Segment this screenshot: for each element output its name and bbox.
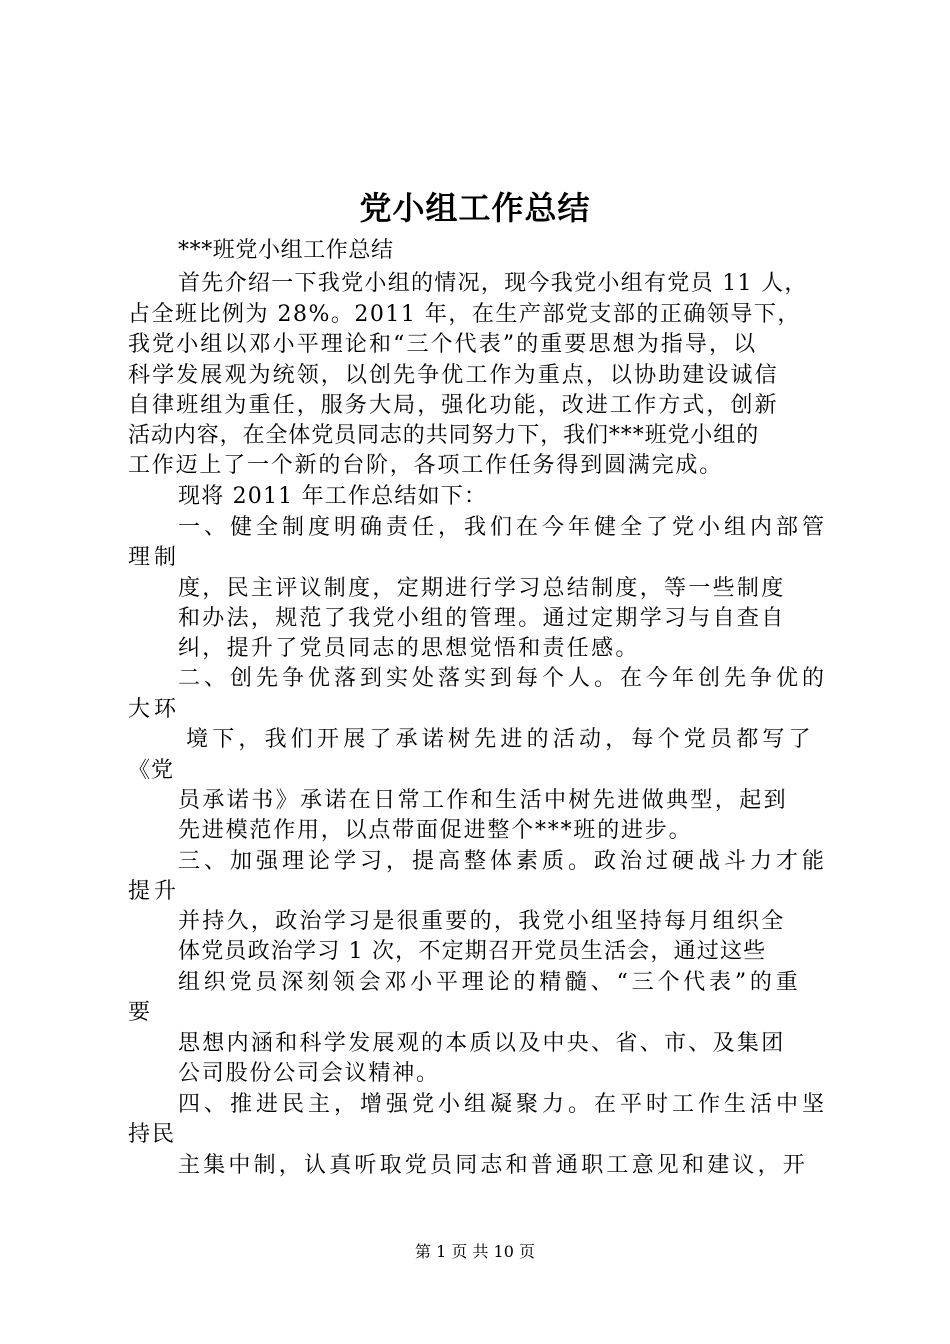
text-line: 三、加强理论学习，提高整体素质。政治过硬战斗力才能 — [178, 849, 829, 874]
text-line: 体党员政治学习 1 次，不定期召开党员生活会，通过这些 — [178, 939, 767, 964]
text-line: 《党 — [128, 758, 175, 783]
text-line: 理制 — [128, 545, 181, 570]
text-line: 要 — [128, 1000, 151, 1025]
text-line: 大环 — [128, 697, 181, 722]
text-line: 和办法，规范了我党小组的管理。通过定期学习与自查自 — [178, 606, 786, 631]
text-line: 组织党员深刻领会邓小平理论的精髓、“三个代表”的重 — [178, 970, 802, 995]
text-line: 思想内涵和科学发展观的本质以及中央、省、市、及集团 — [178, 1031, 786, 1056]
page-footer: 第 1 页 共 10 页 — [415, 1242, 535, 1261]
text-line: 主集中制，认真听取党员同志和普通职工意见和建议，开 — [178, 1153, 809, 1178]
text-line: 工作迈上了一个新的台阶，各项工作任务得到圆满完成。 — [128, 453, 724, 478]
text-line: 四、推进民主，增强党小组凝聚力。在平时工作生活中坚 — [178, 1092, 829, 1117]
text-line: 纠，提升了党员同志的思想觉悟和责任感。 — [178, 636, 640, 661]
document-title: 党小组工作总结 — [359, 189, 591, 227]
text-line: 并持久，政治学习是很重要的，我党小组坚持每月组织全 — [178, 909, 786, 934]
text-line: 首先介绍一下我党小组的情况，现今我党小组有党员 11 人， — [178, 271, 808, 296]
text-line: 境下，我们开展了承诺树先进的活动，每个党员都写了 — [186, 727, 815, 752]
text-line: ***班党小组工作总结 — [178, 238, 394, 263]
text-line: 度，民主评议制度，定期进行学习总结制度，等一些制度 — [178, 576, 786, 601]
text-line: 占全班比例为 28%。2011 年，在生产部党支部的正确领导下， — [128, 302, 801, 327]
text-line: 二、创先争优落到实处落实到每个人。在今年创先争优的 — [178, 666, 829, 691]
text-line: 科学发展观为统领，以创先争优工作为重点，以协助建设诚信 — [128, 363, 779, 388]
text-line: 我党小组以邓小平理论和“三个代表”的重要思想为指导，以 — [128, 332, 758, 357]
text-line: 提升 — [128, 879, 181, 904]
text-line: 先进模范作用，以点带面促进整个***班的进步。 — [178, 818, 693, 843]
text-line: 活动内容，在全体党员同志的共同努力下，我们***班党小组的 — [128, 423, 760, 448]
text-line: 公司股份公司会议精神。 — [178, 1061, 440, 1086]
text-line: 一、健全制度明确责任，我们在今年健全了党小组内部管 — [178, 515, 829, 540]
text-line: 员承诺书》承诺在日常工作和生活中树先进做典型，起到 — [178, 788, 789, 813]
text-line: 持民 — [128, 1122, 177, 1147]
text-line: 自律班组为重任，服务大局，强化功能，改进工作方式，创新 — [128, 393, 779, 418]
text-line: 现将 2011 年工作总结如下： — [178, 484, 488, 509]
